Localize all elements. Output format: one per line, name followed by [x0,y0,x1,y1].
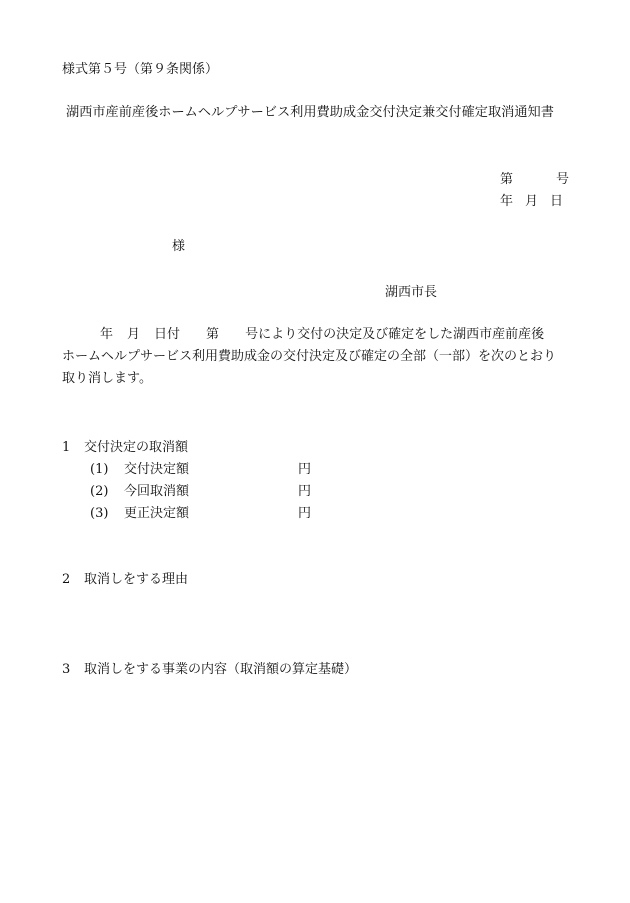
body-date-day: 日付 [154,327,181,342]
body-date-month: 月 [127,327,141,342]
section-cancel-amount [62,441,188,454]
document-title: 湖西市産前産後ホームヘルプサービス利用費助成金交付決定兼交付確定取消通知書 [66,105,554,120]
row-unit: 円 [298,462,312,477]
section-number: 3 [62,662,71,677]
number-suffix: 号 [556,172,570,187]
row-unit: 円 [298,484,312,499]
body-line-3: 取り消します。 [62,371,152,386]
row-label: 更正決定額 [124,506,190,521]
row-label: 交付決定額 [124,462,190,477]
body-line-1-rest: 号により交付の決定及び確定をした湖西市産前産後 [245,327,545,342]
body-line-2: ホームヘルプサービス利用費助成金の交付決定及び確定の全部（一部）を次のとおり [62,349,557,364]
document-date-line [500,195,563,208]
section-title: 交付決定の取消額 [84,440,189,455]
row-unit: 円 [298,506,312,521]
section-title: 取消しをする事業の内容（取消額の算定基礎） [84,662,358,677]
number-prefix: 第 [500,172,514,187]
body-date-year: 年 [100,327,114,342]
row-label: 今回取消額 [124,484,190,499]
form-number: 様式第５号（第９条関係） [62,62,219,77]
row-index: (3) [90,506,109,521]
date-year: 年 [500,194,514,209]
document-number-line [500,173,569,186]
section-title: 取消しをする理由 [84,572,189,587]
section-number: 1 [62,440,71,455]
section-reason [62,573,188,586]
date-day: 日 [550,194,564,209]
row-index: (1) [90,462,109,477]
section-content [62,663,357,676]
body-number-prefix: 第 [206,327,220,342]
date-month: 月 [525,194,539,209]
notice-body [62,324,574,390]
section-number: 2 [62,572,71,587]
issuer-name: 湖西市長 [385,285,438,300]
body-line-1 [62,324,574,346]
recipient-honorific: 様 [172,239,186,254]
row-index: (2) [90,484,109,499]
